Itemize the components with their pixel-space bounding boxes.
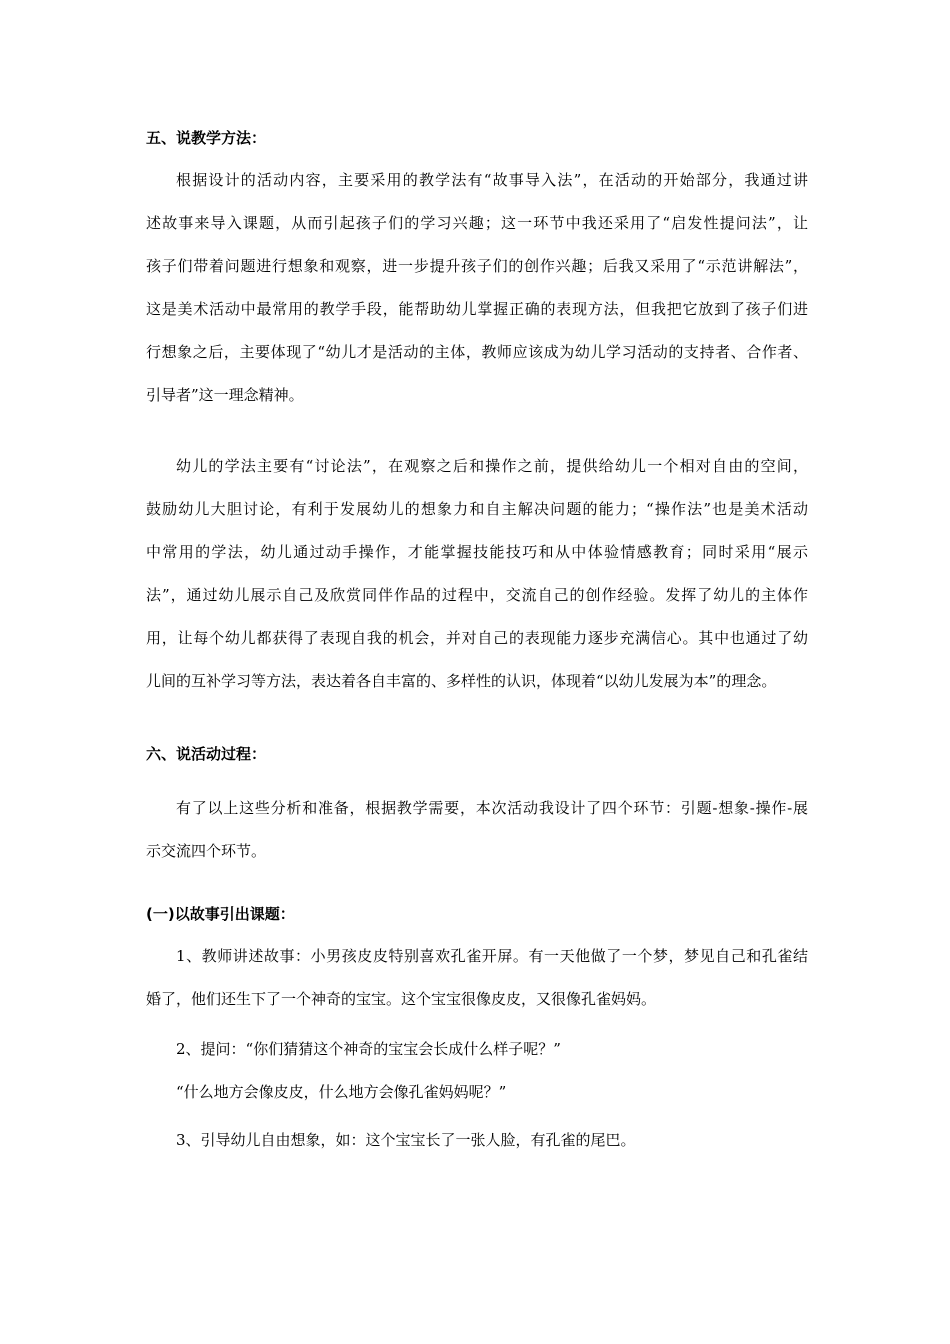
text-line: 这是美术活动中最常用的教学手段，能帮助幼儿掌握正确的表现方法，但我把它放到了孩子们进: [146, 300, 808, 318]
text-line: 幼儿的学法主要有“讨论法”，在观察之后和操作之前，提供给幼儿一个相对自由的空间，: [176, 457, 808, 475]
paragraph-activity-intro: [146, 787, 808, 873]
paragraph-item-2-followup: “什么地方会像皮皮，什么地方会像孔雀妈妈呢？”: [176, 1083, 507, 1101]
text-line: 法”，通过幼儿展示自己及欣赏同伴作品的过程中，交流自己的创作经验。发挥了幼儿的主体作: [146, 586, 808, 604]
section-heading-teaching-methods: 五、说教学方法：: [146, 129, 267, 147]
text-line: 述故事来导入课题，从而引起孩子们的学习兴趣；这一环节中我还采用了“启发性提问法”，让: [146, 214, 808, 232]
section-heading-activity-process: 六、说活动过程：: [146, 745, 267, 763]
text-line: 鼓励幼儿大胆讨论，有利于发展幼儿的想象力和自主解决问题的能力；“操作法”也是美术活动: [146, 500, 808, 518]
paragraph-teaching-methods: [146, 159, 808, 417]
text-line: 用，让每个幼儿都获得了表现自我的机会，并对自己的表现能力逐步充满信心。其中也通过了幼: [146, 629, 808, 647]
text-line: 中常用的学法，幼儿通过动手操作，才能掌握技能技巧和从中体验情感教育；同时采用“展示: [146, 543, 808, 561]
text-line: 引导者”这一理念精神。: [146, 386, 304, 404]
paragraph-item-2: 2、提问：“你们猜猜这个神奇的宝宝会长成什么样子呢？”: [176, 1040, 561, 1058]
text-line: 示交流四个环节。: [146, 842, 267, 860]
text-line: 行想象之后，主要体现了“幼儿才是活动的主体，教师应该成为幼儿学习活动的支持者、合作者、: [146, 343, 808, 361]
text-line: 儿间的互补学习等方法，表达着各自丰富的、多样性的认识，体现着“以幼儿发展为本”的理念。: [146, 672, 777, 690]
text-line: 根据设计的活动内容，主要采用的教学法有“故事导入法”，在活动的开始部分，我通过讲: [176, 171, 808, 189]
paragraph-learning-methods: [146, 445, 808, 703]
text-line: 婚了，他们还生下了一个神奇的宝宝。这个宝宝很像皮皮，又很像孔雀妈妈。: [146, 990, 657, 1008]
text-line: 有了以上这些分析和准备，根据教学需要，本次活动我设计了四个环节：引题-想象-操作-展: [176, 799, 808, 817]
text-line: 孩子们带着问题进行想象和观察，进一步提升孩子们的创作兴趣；后我又采用了“示范讲解法”，: [146, 257, 808, 275]
text-line: 1、教师讲述故事：小男孩皮皮特别喜欢孔雀开屏。有一天他做了一个梦，梦见自己和孔雀结: [176, 947, 808, 965]
paragraph-item-3: 3、引导幼儿自由想象，如：这个宝宝长了一张人脸，有孔雀的尾巴。: [176, 1131, 636, 1149]
paragraph-item-1: [146, 935, 808, 1021]
subsection-heading-story-intro: (一)以故事引出课题：: [146, 905, 295, 923]
